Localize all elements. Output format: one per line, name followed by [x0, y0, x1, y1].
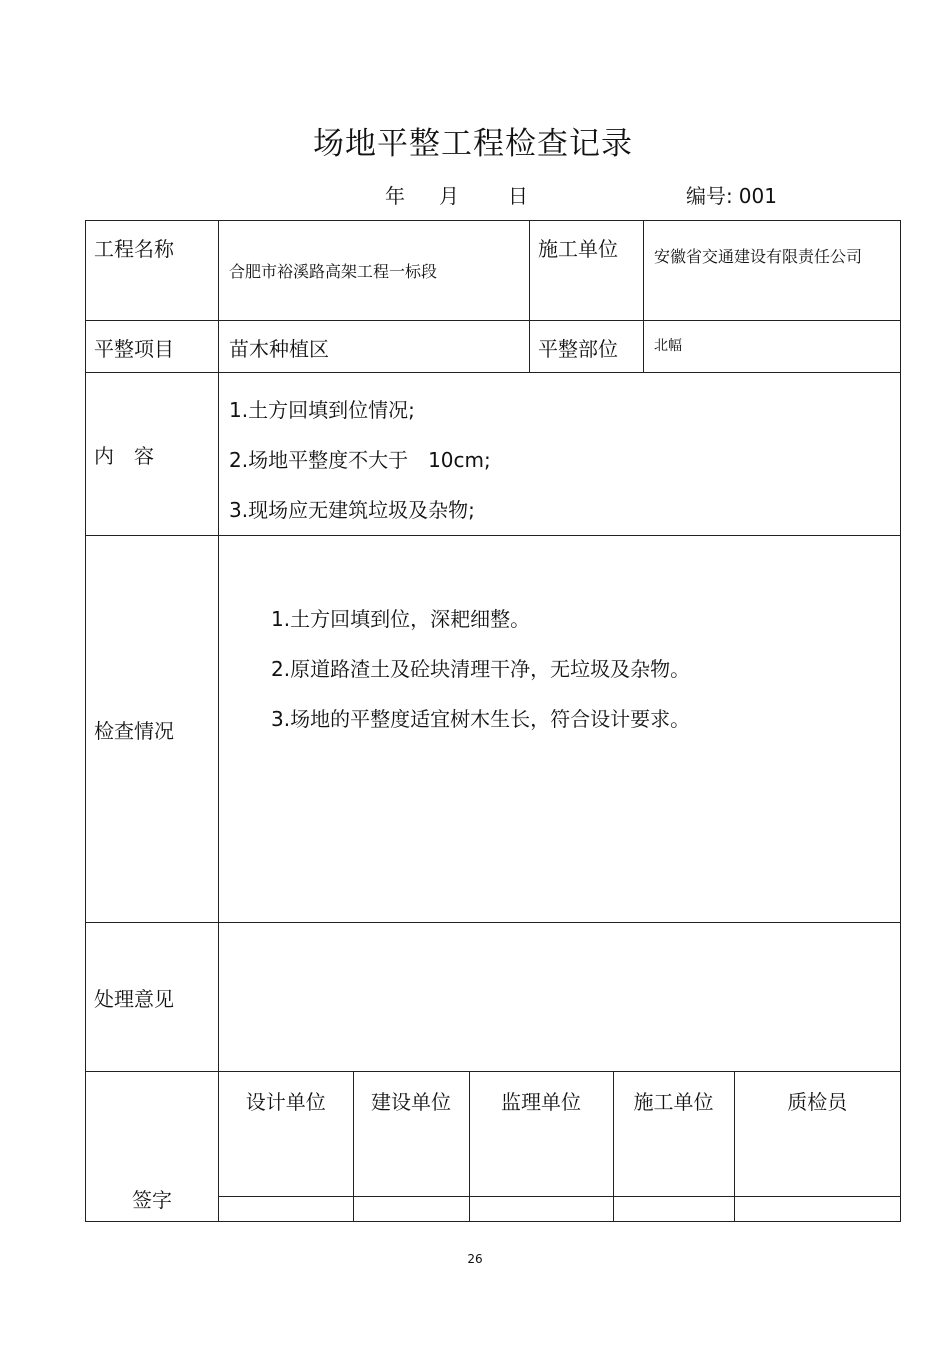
project-name-value: 合肥市裕溪路高架工程一标段: [219, 221, 530, 321]
date-year-label: 年: [385, 184, 405, 208]
content-list: [219, 373, 901, 536]
signature-label: 签字: [86, 1072, 219, 1222]
leveling-part-label: 平整部位: [530, 321, 644, 373]
contractor-value: 安徽省交通建设有限责任公司: [644, 221, 901, 321]
opinion-label: 处理意见: [86, 923, 219, 1072]
signature-cell: [613, 1197, 734, 1222]
content-line: 1.土方回填到位情况;: [229, 398, 415, 422]
leveling-part-value: 北幅: [644, 321, 901, 373]
inspection-line: 2.原道路渣土及砼块清理干净，无垃圾及杂物。: [271, 657, 691, 681]
signature-cell: [353, 1197, 469, 1222]
page-number: 26: [467, 1252, 483, 1266]
signature-area: [219, 1072, 901, 1222]
signature-col-inspector: 质检员: [734, 1072, 900, 1197]
serial-number: [686, 180, 777, 209]
signature-cell: [734, 1197, 900, 1222]
inspection-list: [219, 536, 901, 923]
project-name-label: 工程名称: [86, 221, 219, 321]
contractor-label: 施工单位: [530, 221, 644, 321]
signature-cell: [219, 1197, 353, 1222]
content-line: 2.场地平整度不大于 10cm;: [229, 448, 491, 472]
inspection-form-table: [85, 220, 901, 1222]
leveling-item-label: 平整项目: [86, 321, 219, 373]
inspection-label: 检查情况: [86, 536, 219, 923]
serial-value: 001: [738, 184, 777, 208]
signature-table: [219, 1072, 900, 1221]
signature-cell: [469, 1197, 613, 1222]
serial-label: 编号:: [686, 184, 733, 208]
signature-col-contractor: 施工单位: [613, 1072, 734, 1197]
opinion-value: [219, 923, 901, 1072]
date-day-label: 日: [508, 184, 528, 208]
inspection-line: 1.土方回填到位，深耙细整。: [271, 607, 531, 631]
signature-col-design: 设计单位: [219, 1072, 353, 1197]
signature-col-supervisor: 监理单位: [469, 1072, 613, 1197]
leveling-item-value: 苗木种植区: [219, 321, 530, 373]
content-label: 内 容: [86, 373, 219, 536]
signature-col-owner: 建设单位: [353, 1072, 469, 1197]
date-month-label: 月: [439, 184, 459, 208]
document-title: 场地平整工程检查记录: [313, 126, 633, 162]
content-line: 3.现场应无建筑垃圾及杂物;: [229, 498, 475, 522]
inspection-line: 3.场地的平整度适宜树木生长，符合设计要求。: [271, 707, 691, 731]
